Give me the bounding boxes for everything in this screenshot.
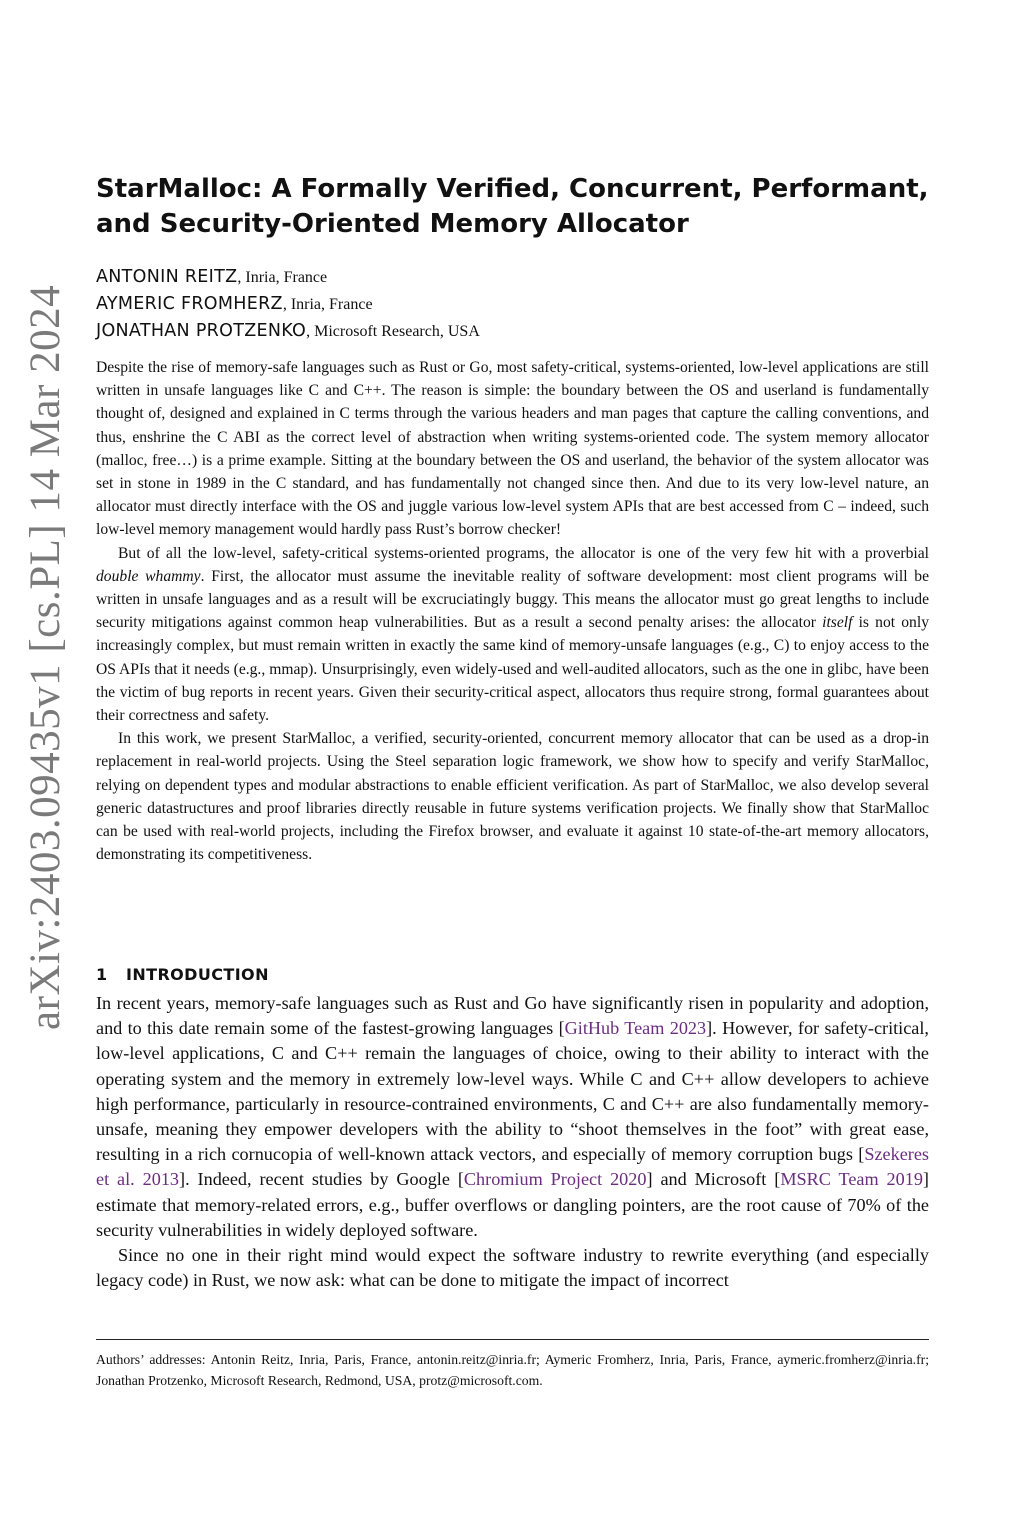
section-heading [96, 962, 269, 988]
author-affiliation: Microsoft Research, USA [314, 323, 480, 340]
author-affiliation: Inria, France [290, 296, 373, 313]
author-name: ANTONIN REITZ [96, 267, 238, 287]
author-name: AYMERIC FROMHERZ [96, 294, 283, 314]
arxiv-identifier-stamp: arXiv:2403.09435v1 [cs.PL] 14 Mar 2024 [22, 284, 69, 1030]
emphasis: itself [822, 614, 853, 632]
footnote [96, 1349, 929, 1391]
authors-addresses: Authors’ addresses: Antonin Reitz, Inria, Paris, France, antonin.reitz@inria.fr; Aymeric Fromherz, Inria, Paris, France, aymeric.fromherz@inria.fr; Jonathan Protzenko, Microsoft Research, Redmond, USA, protz@microsoft.com. [96, 1352, 929, 1388]
author-line-3: JONATHAN PROTZENKO, Microsoft Research, USA [96, 321, 480, 341]
citation-link[interactable]: Chromium Project 2020 [463, 1169, 647, 1190]
section-title: INTRODUCTION [126, 965, 269, 984]
intro-paragraph-2: Since no one in their right mind would expect the software industry to rewrite everything (and especially legacy code) in Rust, we now ask: what can be done to mitigate the impact of incorrect [96, 1245, 929, 1291]
author-line-2: AYMERIC FROMHERZ, Inria, France [96, 294, 373, 314]
citation-link[interactable]: Szekeres et al. 2013 [96, 1144, 929, 1190]
citation-link[interactable]: GitHub Team 2023 [564, 1018, 707, 1039]
author-affiliation: Inria, France [245, 269, 328, 286]
intro-paragraph-1: In recent years, memory-safe languages such as Rust and Go have significantly risen in popularity and adoption, and to this date remain some of the fastest-growing languages [GitHub Team 2023]. However, for safety-critical, low-level applications, C and C++ remain the languages of choice, owing to their ability to interact with the operating system and the memory in extremely low-level ways. While C and C++ allow developers to achieve high performance, particularly in resource-contrained environments, C and C++ are also fundamentally memory-unsafe, meaning they empower developers with the ability to “shoot themselves in the foot” with great ease, resulting in a rich cornucopia of well-known attack vectors, and especially of memory corruption bugs [Szekeres et al. 2013]. Indeed, recent studies by Google [Chromium Project 2020] and Microsoft [MSRC Team 2019] estimate that memory-related errors, e.g., buffer overflows or dangling pointers, are the root cause of 70% of the security vulnerabilities in widely deployed software. [96, 993, 929, 1240]
paper-title: StarMalloc: A Formally Verified, Concurrent, Performant, and Security-Oriented Memory Allocator [96, 174, 929, 239]
author-line-1: ANTONIN REITZ, Inria, France [96, 267, 328, 287]
emphasis: double whammy [96, 567, 201, 585]
abstract-paragraph-3: In this work, we present StarMalloc, a verified, security-oriented, concurrent memory allocator that can be used as a drop-in replacement in real-world projects. Using the Steel separation logic framework, we show how to specify and verify StarMalloc, relying on dependent types and modular abstractions to enable efficient verification. As part of StarMalloc, we also develop several generic datastructures and proof libraries directly reusable in future systems verification projects. We finally show that StarMalloc can be used with real-world projects, including the Firefox browser, and evaluate it against 10 state-of-the-art memory allocators, demonstrating its competitiveness. [96, 730, 929, 864]
citation-link[interactable]: MSRC Team 2019 [780, 1169, 923, 1190]
abstract-paragraph-2: But of all the low-level, safety-critical systems-oriented programs, the allocator is one of the very few hit with a proverbial double whammy. First, the allocator must assume the inevitable reality of software development: most client programs will be written in unsafe languages and as a result will be excruciatingly buggy. This means the allocator must go great lengths to include security mitigations against common heap vulnerabilities. But as a result a second penalty arises: the allocator itself is not only increasingly complex, but must remain written in exactly the same kind of memory-unsafe languages (e.g., C) to enjoy access to the OS APIs that it needs (e.g., mmap). Unsurprisingly, even widely-used and well-audited allocators, such as the one in glibc, have been the victim of bug reports in recent years. Given their security-critical aspect, allocators thus require strong, formal guarantees about their correctness and safety. [96, 544, 929, 725]
abstract [96, 356, 929, 866]
abstract-paragraph-1: Despite the rise of memory-safe languages such as Rust or Go, most safety-critical, systems-oriented, low-level applications are still written in unsafe languages like C and C++. The reason is simple: the boundary between the OS and userland is fundamentally thought of, designed and explained in C terms through the various headers and man pages that capture the calling conventions, and thus, enshrine the C ABI as the correct level of abstraction when writing systems-oriented code. The system memory allocator (malloc, free…) is a prime example. Sitting at the boundary between the OS and userland, the behavior of the system allocator was set in stone in 1989 in the C standard, and has fundamentally not changed since then. And due to its very low-level nature, an allocator must directly interface with the OS and juggle various low-level system APIs that are best accessed from C – indeed, such low-level memory management would hardly pass Rust’s borrow checker! [96, 359, 929, 539]
footnote-divider [96, 1339, 929, 1340]
introduction-body [96, 991, 929, 1293]
section-number: 1 [96, 965, 108, 984]
author-name: JONATHAN PROTZENKO [96, 321, 307, 341]
